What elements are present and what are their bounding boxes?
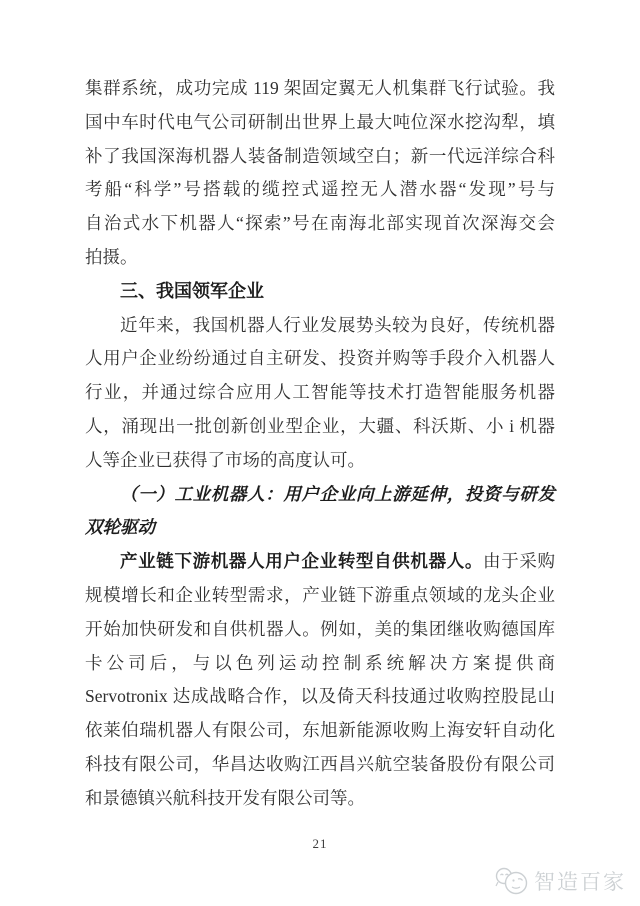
- watermark-text: 智造百家: [534, 871, 626, 894]
- paragraph-uav-deepsea-achievements-line-2: 国中车时代电气公司研制出世界上最大吨位深水挖沟犁，填: [85, 111, 555, 132]
- heading-leading-companies-line-1: 三、我国领军企业: [120, 280, 264, 301]
- paragraph-downstream-self-supply-line-3: 开始加快研发和自供机器人。例如，美的集团继收购德国库: [85, 618, 555, 639]
- paragraph-downstream-self-supply-line-4: 卡公司后，与以色列运动控制系统解决方案提供商: [85, 652, 555, 673]
- paragraph-industry-trend-line-3: 行业，并通过综合应用人工智能等技术打造智能服务机器: [85, 382, 555, 403]
- zhizao-baijia-logo-icon: [493, 866, 529, 896]
- subheading-industrial-robots-line-1: （一）工业机器人：用户企业向上游延伸，投资与研发: [120, 483, 555, 504]
- body-text-segment: 由于采购: [483, 551, 556, 572]
- paragraph-uav-deepsea-achievements-line-6: 拍摄。: [85, 246, 138, 267]
- paragraph-industry-trend-line-4: 人，涌现出一批创新创业型企业，大疆、科沃斯、小 i 机器: [85, 415, 555, 436]
- paragraph-downstream-self-supply-line-6: 依莱伯瑞机器人有限公司，东旭新能源收购上海安轩自动化: [85, 720, 555, 741]
- document-text-body: [85, 72, 555, 816]
- paragraph-uav-deepsea-achievements-line-4: 考船“科学”号搭载的缆控式遥控无人潜水器“发现”号与: [85, 179, 555, 200]
- paragraph-industry-trend-line-5: 人等企业已获得了市场的高度认可。: [85, 449, 365, 470]
- subheading-industrial-robots-line-2: 双轮驱动: [85, 517, 155, 538]
- paragraph-industry-trend-line-2: 人用户企业纷纷通过自主研发、投资并购等手段介入机器人: [85, 348, 555, 369]
- paragraph-downstream-self-supply-line-5: Servotronix 达成战略合作，以及倚天科技通过收购控股昆山: [85, 686, 555, 707]
- watermark: [493, 866, 626, 896]
- page-number: 21: [312, 836, 328, 851]
- paragraph-downstream-self-supply-line-1: [85, 545, 555, 579]
- paragraph-uav-deepsea-achievements-line-5: 自治式水下机器人“探索”号在南海北部实现首次深海交会: [85, 213, 555, 234]
- paragraph-uav-deepsea-achievements-line-3: 补了我国深海机器人装备制造领域空白；新一代远洋综合科: [85, 145, 555, 166]
- paragraph-downstream-self-supply-line-8: 和景德镇兴航科技开发有限公司等。: [85, 787, 365, 808]
- paragraph-industry-trend-line-1: 近年来，我国机器人行业发展势头较为良好，传统机器: [120, 314, 555, 335]
- bold-lead-sentence: 产业链下游机器人用户企业转型自供机器人。: [120, 551, 484, 572]
- paragraph-downstream-self-supply-line-7: 科技有限公司，华昌达收购江西昌兴航空装备股份有限公司: [85, 753, 555, 774]
- paragraph-uav-deepsea-achievements-line-1: 集群系统，成功完成 119 架固定翼无人机集群飞行试验。我: [85, 78, 555, 98]
- paragraph-downstream-self-supply-line-2: 规模增长和企业转型需求，产业链下游重点领域的龙头企业: [85, 584, 555, 605]
